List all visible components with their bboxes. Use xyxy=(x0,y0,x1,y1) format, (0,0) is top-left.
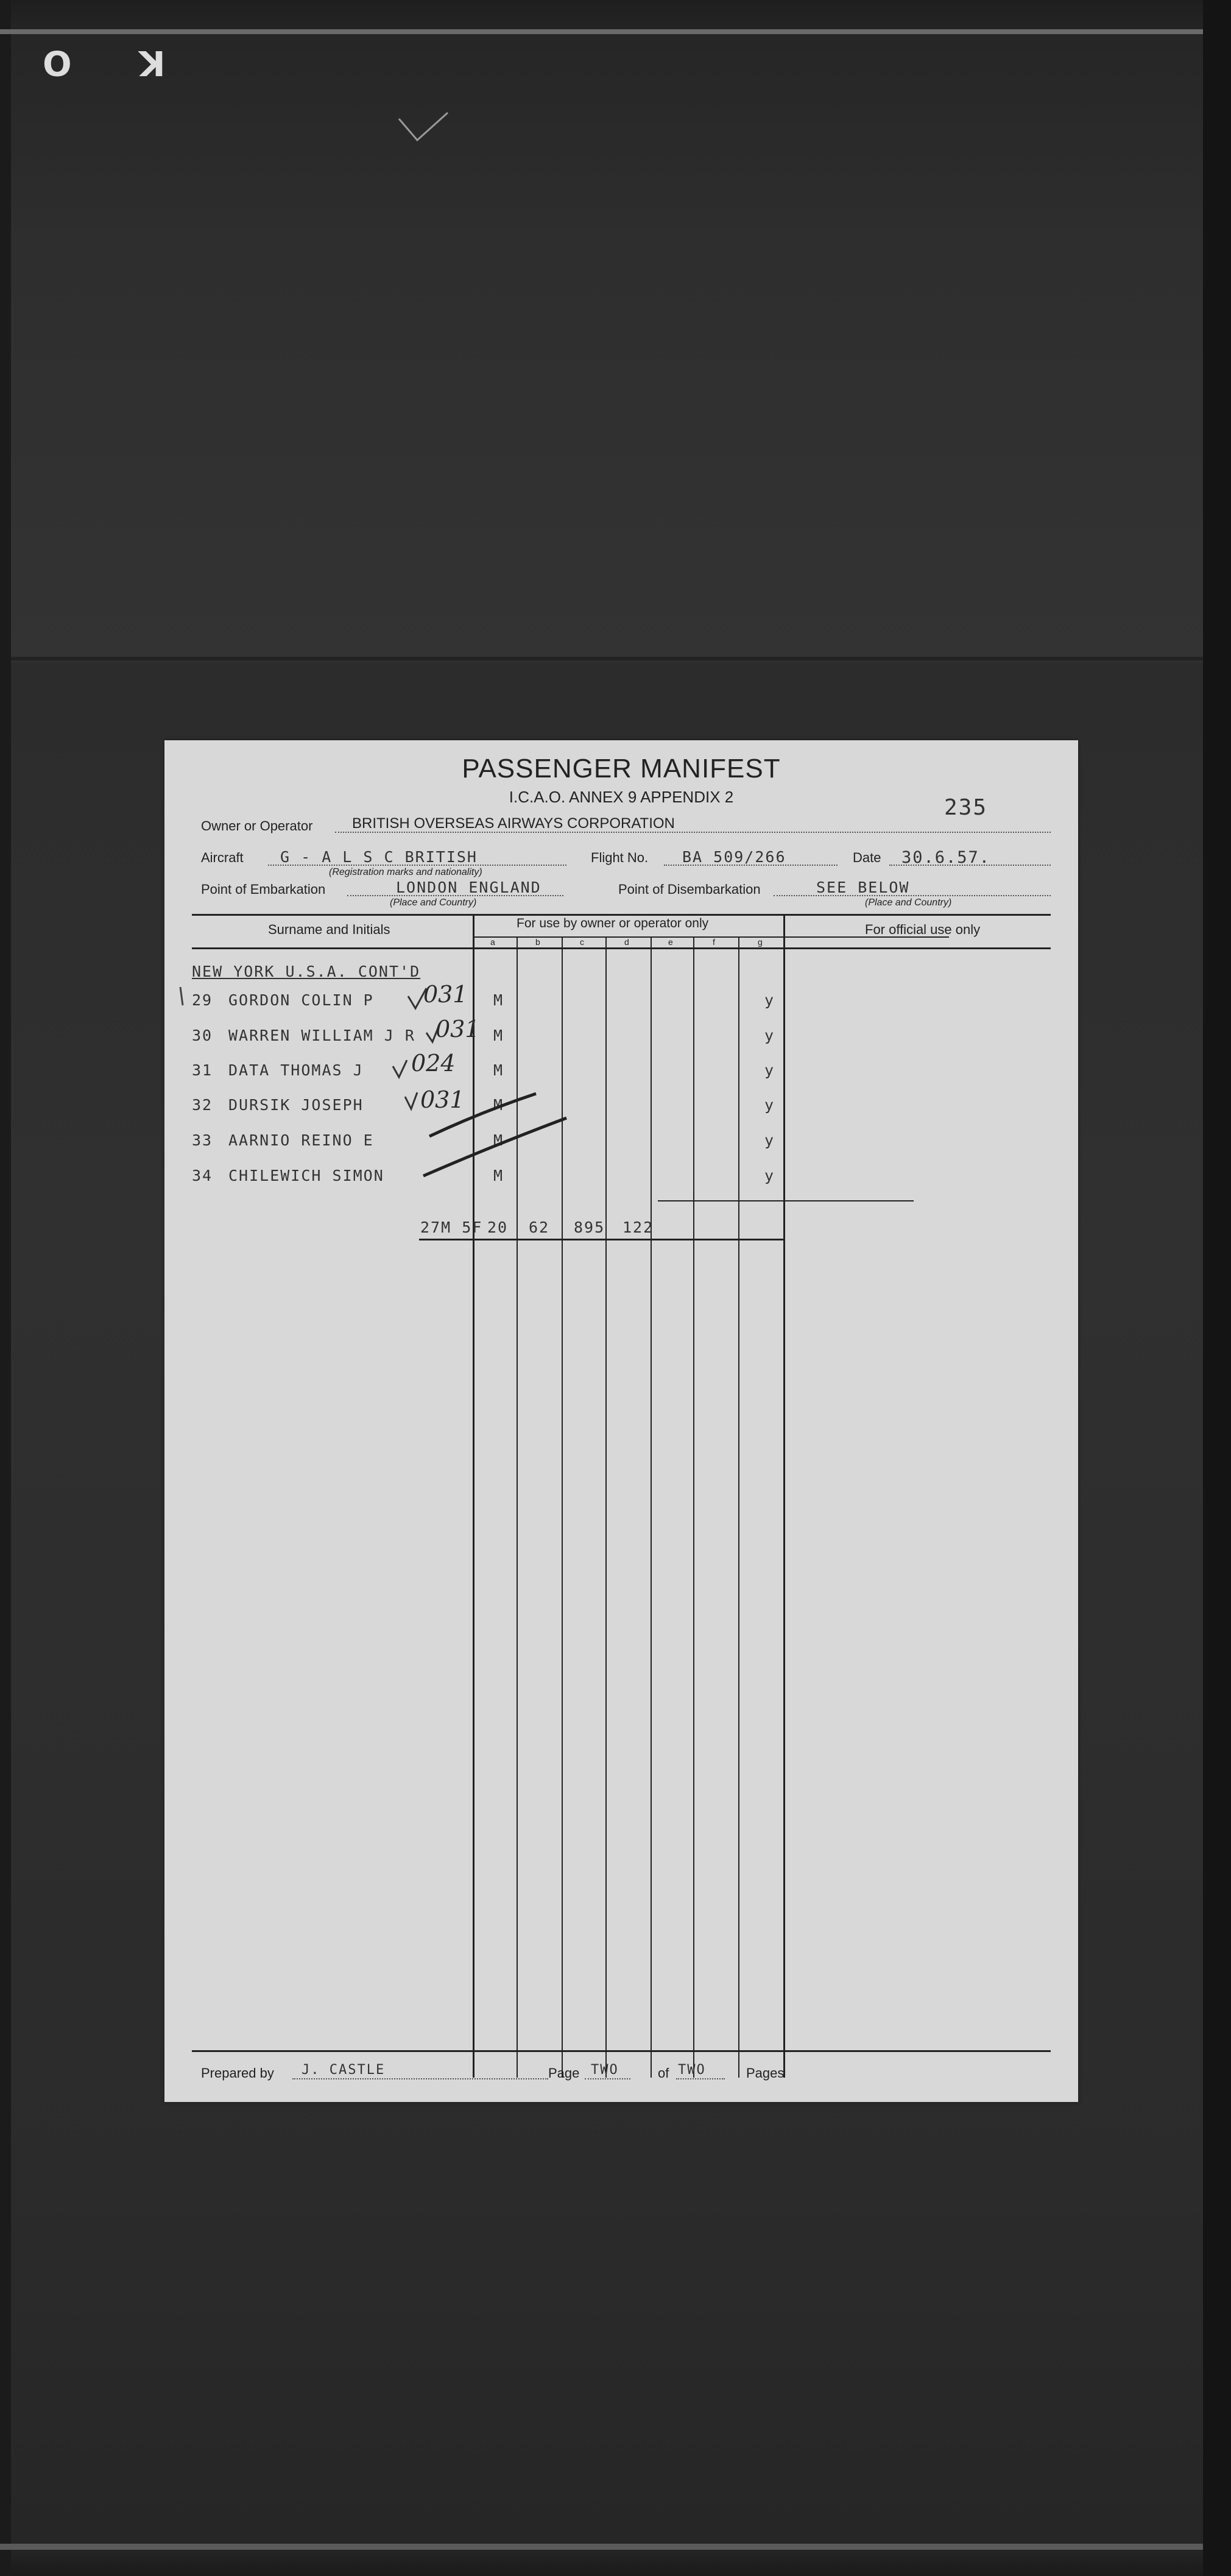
col-letter-d: d xyxy=(624,937,629,947)
manifest-title: PASSENGER MANIFEST xyxy=(462,754,781,784)
header-official-use: For official use only xyxy=(865,922,981,937)
row-number: 31 xyxy=(192,1061,213,1079)
column-divider-f xyxy=(693,936,694,2078)
header-owner-use: For use by owner or operator only xyxy=(517,916,709,930)
pages-label: Pages xyxy=(746,2065,785,2081)
row-number: 32 xyxy=(192,1096,213,1114)
section-heading: NEW YORK U.S.A. CONT'D xyxy=(192,963,421,980)
flight-label: Flight No. xyxy=(591,850,649,865)
aircraft-note: (Registration marks and nationality) xyxy=(329,867,482,877)
aircraft-line xyxy=(268,865,566,866)
cell-a: M xyxy=(493,1027,504,1044)
flight-line xyxy=(664,865,838,866)
film-top-edge xyxy=(0,29,1203,34)
row-number: 34 xyxy=(192,1167,213,1184)
column-divider-g xyxy=(738,936,739,2078)
header-surname: Surname and Initials xyxy=(268,922,390,937)
passenger-name: WARREN WILLIAM J R xyxy=(228,1027,415,1044)
note-row-32: 031 xyxy=(420,1086,465,1113)
cell-a: M xyxy=(493,1096,504,1114)
passenger-name: DATA THOMAS J xyxy=(228,1061,364,1079)
film-bottom-edge xyxy=(0,2544,1203,2550)
column-divider-e xyxy=(651,936,652,2078)
checkmark-icon xyxy=(396,110,451,146)
page-label: Page xyxy=(548,2065,580,2081)
totals-d: 895 xyxy=(574,1219,605,1236)
prepared-value: J. CASTLE xyxy=(302,2062,386,2078)
owner-line xyxy=(335,832,1051,833)
official-divider xyxy=(783,914,785,2078)
cell-g: y xyxy=(764,991,775,1009)
note-row-31: 024 xyxy=(411,1050,456,1077)
note-row-29: 031 xyxy=(423,981,468,1008)
cell-g: y xyxy=(764,1096,775,1114)
page-value: TWO xyxy=(591,2062,619,2078)
of-label: of xyxy=(658,2065,669,2081)
cell-g: y xyxy=(764,1131,775,1149)
table-top-rule xyxy=(192,914,1051,916)
owner-value: BRITISH OVERSEAS AIRWAYS CORPORATION xyxy=(352,815,675,832)
cell-a: M xyxy=(493,1061,504,1079)
passenger-name: CHILEWICH SIMON xyxy=(228,1167,384,1184)
flight-value: BA 509/266 xyxy=(682,848,786,866)
row-number: 29 xyxy=(192,991,213,1009)
cell-g: y xyxy=(764,1061,775,1079)
row-number: 33 xyxy=(192,1131,213,1149)
of-value: TWO xyxy=(678,2062,706,2078)
date-label: Date xyxy=(853,850,881,865)
footer-rule xyxy=(192,2050,1051,2052)
page-line xyxy=(585,2078,630,2079)
film-left-edge xyxy=(0,0,11,2576)
totals-upper-rule xyxy=(658,1200,914,1201)
col-letter-e: e xyxy=(668,937,673,947)
col-letter-c: c xyxy=(580,937,584,947)
cell-a: M xyxy=(493,991,504,1009)
passenger-name: AARNIO REINO E xyxy=(228,1131,374,1149)
embark-note: (Place and Country) xyxy=(390,897,477,908)
cell-g: y xyxy=(764,1167,775,1184)
handwritten-annotations xyxy=(177,981,603,1188)
row-number: 30 xyxy=(192,1027,213,1044)
passenger-name: DURSIK JOSEPH xyxy=(228,1096,364,1114)
film-edge-mark-right: K xyxy=(139,43,166,82)
aircraft-label: Aircraft xyxy=(201,850,244,865)
table-header-rule xyxy=(192,947,1051,949)
manifest-subtitle: I.C.A.O. ANNEX 9 APPENDIX 2 xyxy=(509,788,734,806)
disembark-value: SEE BELOW xyxy=(816,879,910,896)
page-number-stamp: 235 xyxy=(944,795,988,820)
cell-a: M xyxy=(493,1167,504,1184)
embark-label: Point of Embarkation xyxy=(201,882,326,897)
prepared-label: Prepared by xyxy=(201,2065,274,2081)
disembark-label: Point of Disembarkation xyxy=(618,882,761,897)
embark-value: LONDON ENGLAND xyxy=(396,879,541,896)
manifest-document xyxy=(164,740,1078,2102)
owner-label: Owner or Operator xyxy=(201,818,313,833)
col-letter-a: a xyxy=(490,937,495,947)
col-letter-g: g xyxy=(758,937,763,947)
totals-b: 20 xyxy=(487,1219,509,1236)
col-letter-f: f xyxy=(713,937,715,947)
date-value: 30.6.57. xyxy=(901,848,991,867)
column-divider-d xyxy=(605,936,607,2078)
prepared-line xyxy=(292,2078,548,2079)
film-edge-mark-left: O xyxy=(43,43,72,82)
film-frame-divider xyxy=(11,657,1203,660)
totals-lower-rule xyxy=(419,1239,785,1240)
totals-label: 27M 5F xyxy=(420,1219,483,1236)
col-letter-b: b xyxy=(535,937,540,947)
date-line xyxy=(889,865,1051,866)
cell-a: M xyxy=(493,1131,504,1149)
cell-g: y xyxy=(764,1027,775,1044)
of-line xyxy=(676,2078,725,2079)
disembark-line xyxy=(774,895,1051,896)
totals-c: 62 xyxy=(529,1219,550,1236)
totals-e: 122 xyxy=(623,1219,654,1236)
film-right-edge xyxy=(1203,0,1231,2576)
note-row-30: 031 xyxy=(436,1016,480,1042)
passenger-name: GORDON COLIN P xyxy=(228,991,374,1009)
aircraft-value: G - A L S C BRITISH xyxy=(280,848,478,866)
embark-line xyxy=(347,895,563,896)
disembark-note: (Place and Country) xyxy=(865,897,952,908)
